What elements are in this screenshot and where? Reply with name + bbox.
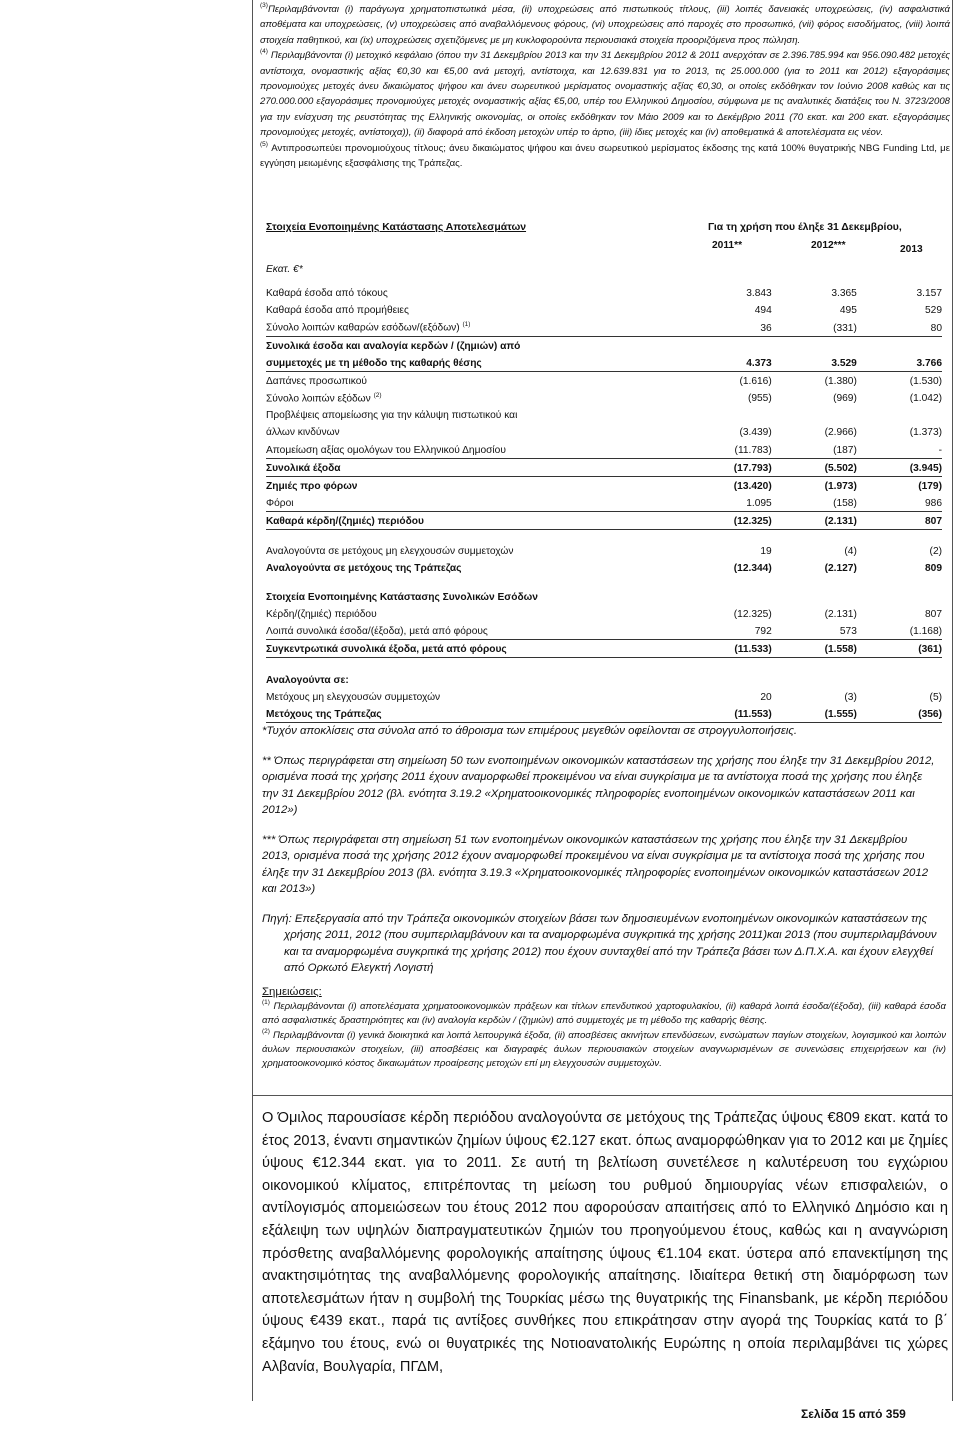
statement-row <box>266 559 942 576</box>
body-paragraph: Ο Όμιλος παρουσίασε κέρδη περιόδου αναλογούντα σε μετόχους της Τράπεζας ύψους €809 εκατ. κατά το έτος 2013, έναντι σημαντικών ζημίων ύψους €2.127 εκατ. όπως αναμορφώθηκαν για το 2012 και με ζημίες ύψους €12.344 εκατ. για το 2011. Σε αυτή τη βελτίωση συνετέλεσε η καλυτέρευση του εγχώριου οικονομικού κλίματος, επιτρέποντας τη μείωση του ρυθμού δημιουργίας νέων επισφαλειών, ο αντίλογισμός απομειώσεων του έτους 2012 που αφορούσαν απαιτήσεις από το Ελληνικό Δημόσιο και η εξάλειψη των υψηλών διαπραγματευτικών ζημιών του προηγούμενου έτους, καθώς και η αναγνώριση πρόσθετης αναβαλλόμενης φορολογικής απαίτησης ύψους €1.104 εκατ. ύστερα από επανεκτίμηση της ανακτησιμότητας της αναβαλλόμενης φορολογικής απαίτησης. Ιδιαίτερα θετική στη διαμόρφωση των αποτελεσμάτων ήταν η συμβολή της Τουρκίας μέσω της θυγατρικής της Finansbank, με κέρδη περιόδου ύψους €439 εκατ., παρά τις αντίξοες συνθήκες που επικράτησαν στην αγορά της Τουρκίας κατά το β΄ εξάμηνο του έτους, ενώ οι θυγατρικές της Νοτιοανατολικής Ευρώπης η οποία περιλαμβάνει τις χώρες Αλβανία, Βουλγαρία, ΠΓΔΜ, <box>262 1110 948 1375</box>
row-value-2012: 573 <box>772 622 857 640</box>
row-value-2011: (13.420) <box>733 480 772 492</box>
row-value-2012: (1.380) <box>824 375 857 387</box>
notes-heading: Σημειώσεις: <box>262 986 322 998</box>
row-value-2012: (1.558) <box>772 640 857 658</box>
row-label: Λοιπά συνολικά έσοδα/(έξοδα), μετά από φόρους <box>266 622 687 640</box>
row-value-2011: 1.095 <box>687 494 772 512</box>
bottom-footnotes <box>262 984 946 1071</box>
statement-row <box>266 640 942 658</box>
statement-row <box>266 670 942 687</box>
statement-row <box>266 494 942 512</box>
row-value-2013: (179) <box>918 480 942 492</box>
row-value-2011: 36 <box>687 318 772 336</box>
row-value-2012: (1.555) <box>772 705 857 723</box>
row-value-2011: 19 <box>760 546 772 557</box>
row-value-2013: (5) <box>929 691 942 703</box>
statement-row <box>266 336 942 354</box>
row-value-2011: (12.325) <box>733 609 772 621</box>
row-value-2012 <box>772 336 857 354</box>
frame-bottom-border <box>252 1095 953 1096</box>
row-value-2013: 809 <box>925 563 942 575</box>
footnote-3-text: Περιλαμβάνονται (i) παράγωγα χρηματοπιστωτικά μέσα, (ii) υποχρεώσεις από πιστωτικούς τίτλους, (iii) λοιπές δανειακές υποχρεώσεις, (iv) ασφαλιστικά αποθέματα και υποχρεώσεις, (v) υποχρεώσεις από αναβαλλόμενους φόρους, (vi) υποχρεώσεις από παροχές στο προσωπικό, (vii) φόρος εισοδήματος, (viii) λοιπά στοιχεία παθητικού, και (ix) υποχρεώσεις σχετιζόμενες με μη κυκλοφορούντα περιουσιακά στοιχεία προοριζόμενα προς πώληση. <box>260 4 950 46</box>
row-value-2013: (1.373) <box>909 427 942 439</box>
note-1-marker: (1) <box>262 999 270 1006</box>
row-value-2011: (1.616) <box>739 375 772 387</box>
row-value-2013: (2) <box>929 546 942 557</box>
row-label: Μετόχους της Τράπεζας <box>266 705 687 723</box>
row-value-2012: 3.365 <box>831 288 857 300</box>
row-label: Σύνολο λοιπών εξόδων $^{(2)}$ <box>266 391 382 405</box>
row-label: Αναλογούντα σε μετόχους μη ελεγχουσών συμμετοχών <box>266 546 514 557</box>
frame-left-border <box>252 0 253 1095</box>
income-statement-header <box>266 218 946 284</box>
row-value-2012: (969) <box>833 393 857 405</box>
row-value-2012: (3) <box>844 691 857 703</box>
statement-row <box>266 658 942 671</box>
row-value-2013 <box>857 658 942 671</box>
row-label <box>266 529 687 542</box>
row-value-2012 <box>772 406 857 423</box>
statement-row <box>266 622 942 640</box>
row-value-2013: 3.157 <box>916 288 942 300</box>
row-label: Απομείωση αξίας ομολόγων του Ελληνικού Δημοσίου <box>266 440 687 458</box>
row-value-2012: (2.127) <box>824 563 857 575</box>
row-value-2012: (158) <box>772 494 857 512</box>
row-value-2011: (12.325) <box>687 511 772 529</box>
statement-period: Για τη χρήση που έληξε 31 Δεκεμβρίου, <box>708 222 902 233</box>
year-2011-header: 2011** <box>712 240 743 251</box>
year-2013-header: 2013 <box>900 244 923 255</box>
statement-row <box>266 389 942 406</box>
row-label: Στοιχεία Ενοποιημένης Κατάστασης Συνολικών Εσόδων <box>266 592 538 604</box>
row-label <box>266 658 687 671</box>
row-value-2013: 807 <box>925 609 942 621</box>
row-value-2013: (3.945) <box>857 458 942 476</box>
statement-row <box>266 476 942 494</box>
row-value-2012: 495 <box>839 305 857 317</box>
row-value-2012: (5.502) <box>772 458 857 476</box>
row-label: Συγκεντρωτικά συνολικά έξοδα, μετά από φόρους <box>266 640 687 658</box>
row-label: Συνολικά έσοδα και αναλογία κερδών / (ζημιών) από <box>266 340 521 352</box>
statement-row <box>266 542 942 559</box>
row-value-2011 <box>687 529 772 542</box>
footnote-4 <box>260 48 950 140</box>
income-statement-table <box>266 284 942 723</box>
statement-row <box>266 440 942 458</box>
footnote-4-marker: (4) <box>260 48 268 56</box>
row-label: Καθαρά έσοδα από τόκους <box>266 288 388 300</box>
note-2-marker: (2) <box>262 1027 270 1035</box>
statement-row <box>266 423 942 440</box>
row-value-2011: (955) <box>747 393 772 405</box>
rounding-note: *Τυχόν αποκλίσεις στα σύνολα από το άθροισμα των επιμέρους μεγεθών οφείλονται σε στρογγυλοποιήσεις. <box>262 725 798 737</box>
footnote-5 <box>260 141 950 172</box>
statement-unit: Εκατ. €* <box>266 264 303 275</box>
statement-row <box>266 301 942 318</box>
row-value-2012: (187) <box>772 440 857 458</box>
row-value-2011: 494 <box>754 305 772 317</box>
row-value-2012 <box>772 670 857 687</box>
statement-row <box>266 371 942 389</box>
row-value-2012: (2.966) <box>824 427 857 439</box>
row-value-2013: 986 <box>857 494 942 512</box>
lower-frame-left-border <box>252 1096 253 1401</box>
row-value-2013: (356) <box>857 705 942 723</box>
row-value-2011: (11.553) <box>687 705 772 723</box>
row-value-2012 <box>772 658 857 671</box>
year-2012-header: 2012*** <box>811 240 846 251</box>
row-value-2011: 792 <box>687 622 772 640</box>
row-value-2013: 807 <box>857 511 942 529</box>
source-note: Πηγή: Επεξεργασία από την Τράπεζα οικονομικών στοιχείων βάσει των δημοσιευμένων ενοποιημένων οικονομικών καταστάσεων της χρήσης 2011, 2012 (που συμπεριλαμβάνουν και τα αναμορφωμένα συγκριτικά της χρήσης 2011)και 2013 (που συμπεριλαμβάνουν και τα αναμορφωμένα συγκριτικά της χρήσης 2012) που έχουν συνταχθεί από την Τράπεζα βάσει των Δ.Π.Χ.Α. και έχουν ελεγχθεί από Ορκωτό Ελεγκτή Λογιστή <box>262 912 937 974</box>
statement-row <box>266 588 942 605</box>
row-value-2012 <box>772 576 857 588</box>
row-label: Καθαρά κέρδη/(ζημιές) περιόδου <box>266 511 687 529</box>
row-value-2013: 3.766 <box>857 354 942 372</box>
statement-row <box>266 318 942 336</box>
page-number: Σελίδα 15 από 359 <box>801 1407 906 1421</box>
top-footnotes <box>260 2 950 171</box>
row-value-2013 <box>857 529 942 542</box>
row-label: Κέρδη/(ζημιές) περιόδου <box>266 609 377 621</box>
row-value-2013: 529 <box>925 305 942 317</box>
statement-row <box>266 458 942 476</box>
row-value-2011 <box>687 406 772 423</box>
row-value-2013: (1.168) <box>857 622 942 640</box>
statement-row <box>266 511 942 529</box>
row-label: Φόροι <box>266 494 687 512</box>
row-value-2012 <box>772 529 857 542</box>
row-label: Δαπάνες προσωπικού <box>266 375 367 387</box>
row-value-2013: (1.530) <box>909 375 942 387</box>
row-value-2013 <box>857 336 942 354</box>
statement-notes <box>262 723 938 990</box>
row-label: Σύνολο λοιπών καθαρών εσόδων/(εξόδων) $^{(1)}$ <box>266 318 687 336</box>
statement-row <box>266 605 942 622</box>
row-label: Αναλογούντα σε: <box>266 674 349 686</box>
frame-right-border <box>952 0 953 1095</box>
row-value-2012: (1.973) <box>824 480 857 492</box>
footnote-3-marker: (3) <box>260 2 268 9</box>
row-value-2011: (3.439) <box>739 427 772 439</box>
row-value-2012: (331) <box>772 318 857 336</box>
statement-row <box>266 529 942 542</box>
row-value-2013 <box>857 406 942 423</box>
row-value-2011 <box>687 658 772 671</box>
note-2 <box>262 1029 946 1072</box>
lower-frame-right-border <box>952 1096 953 1401</box>
row-value-2011: (11.783) <box>687 440 772 458</box>
statement-row <box>266 354 942 372</box>
footnote-5-marker: (5) <box>260 140 268 148</box>
restatement-2011-note: ** Όπως περιγράφεται στη σημείωση 50 των ενοποιημένων οικονομικών καταστάσεων της χρήσης που έληξε την 31 Δεκεμβρίου 2012, ορισμένα ποσά της χρήσης 2011 έχουν αναμορφωθεί προκειμένου να είναι συγκρίσιμα με τα αντίστοιχα ποσά της χρήσης που έληξε την 31 Δεκεμβρίου 2012 (βλ. ενότητα 3.19.2 «Χρηματοοικονομικές πληροφορίες ενοποιημένων οικονομικών καταστάσεων 2011 και 2012») <box>262 754 935 816</box>
footnote-5-text: Αντιπροσωπεύει προνομιούχους τίτλους; άνευ δικαιώματος ψήφου και άνευ σωρευτικού μερίσματος έκδοσης της κατά 100% θυγατρικής NBG Funding Ltd, με εγγύηση μειωμένης εξασφάλισης της Τράπεζας. <box>260 142 950 170</box>
statement-title: Στοιχεία Ενοποιημένης Κατάστασης Αποτελεσμάτων <box>266 222 527 233</box>
row-value-2013 <box>857 576 942 588</box>
row-label <box>266 576 687 588</box>
row-value-2013 <box>857 670 942 687</box>
statement-row <box>266 705 942 723</box>
row-value-2012: (2.131) <box>772 511 857 529</box>
income-statement <box>266 218 946 723</box>
row-value-2012 <box>772 588 857 605</box>
row-label: Μετόχους μη ελεγχουσών συμμετοχών <box>266 691 441 703</box>
row-label: Προβλέψεις απομείωσης για την κάλυψη πιστωτικού και <box>266 410 518 422</box>
row-value-2013: - <box>857 440 942 458</box>
restatement-2012-note: *** Όπως περιγράφεται στη σημείωση 51 των ενοποιημένων οικονομικών καταστάσεων της χρήσης που έληξε την 31 Δεκεμβρίου 2013, ορισμένα ποσά της χρήσης 2012 έχουν αναμορφωθεί προκειμένου να είναι συγκρίσιμα με τα αντίστοιχα ποσά της χρήσης που έληξε την 31 Δεκεμβρίου 2013 (βλ. ενότητα 3.19.3 «Χρηματοοικονομικές πληροφορίες ενοποιημένων οικονομικών καταστάσεων 2012 και 2013») <box>262 833 929 895</box>
statement-row <box>266 284 942 301</box>
statement-row <box>266 406 942 423</box>
row-value-2013: (361) <box>857 640 942 658</box>
row-value-2012: 3.529 <box>772 354 857 372</box>
row-value-2011: (17.793) <box>687 458 772 476</box>
row-label: άλλων κινδύνων <box>266 427 340 439</box>
row-value-2011: (12.344) <box>733 563 772 575</box>
footnote-3 <box>260 2 950 48</box>
row-value-2011 <box>687 670 772 687</box>
row-value-2011: 3.843 <box>746 288 772 300</box>
row-label: Καθαρά έσοδα από προμήθειες <box>266 305 409 317</box>
statement-row <box>266 688 942 705</box>
row-value-2011: 20 <box>760 691 772 703</box>
note-2-text: Περιλαμβάνονται (i) γενικά διοικητικά και λοιπά λειτουργικά έξοδα, (ii) αποσβέσεις ακινήτων επενδύσεων, ενσώματων παγίων στοιχείων, λογισμικού και λοιπών άυλων περιουσιακών στοιχείων, (iii) αποσβέσεις και διαγραφές άυλων περιουσιακών στοιχείων αναγνωρισμένων σε συνενώσεις επιχειρήσεων και (iv) χρηματοοικονομικό κόστος δικαιωμάτων προαίρεσης μετοχών επί μη ελεγχουσών συμμετοχών. <box>262 1029 946 1070</box>
row-value-2012: (4) <box>844 546 857 557</box>
row-label: Αναλογούντα σε μετόχους της Τράπεζας <box>266 563 462 575</box>
note-1-text: Περιλαμβάνονται (i) αποτελέσματα χρηματοοικονομικών πράξεων και τίτλων επενδυτικού χαρτοφυλακίου, (ii) καθαρά λοιπά έσοδα/(έξοδα), (iii) καθαρά έσοδα από ασφαλιστικές δραστηριότητες και (iv) αναλογία κερδών / (ζημιών) από συμμετοχές με τη μέθοδο της καθαρής θέσης. <box>262 1001 946 1027</box>
row-value-2011 <box>687 576 772 588</box>
footnote-4-text: Περιλαμβάνονται (i) μετοχικό κεφάλαιο (όπου την 31 Δεκεμβρίου 2013 και την 31 Δεκεμβρίου 2012 & 2011 ανερχόταν σε 2.396.785.994 και 956.090.482 μετοχές αντίστοιχα, ονομαστικής αξίας €0,30 και €5,00 ανά μετοχή, αντίστοιχα, και 12.639.831 για το 2013, τις 25.000.000 (για το 2011 και 2012) εξαγοράσιμες προνομιούχες μετοχές άνευ δικαιώματος ψήφου και άνευ σωρευτικού μερίσματος ονομαστικής αξίας €0,30, οι οποίες εκδόθηκαν τον Ιούνιο 2008 καθώς και τις 270.000.000 εξαγοράσιμες προνομιούχες μετοχές ονομαστικής αξίας €5,00, υπέρ του Ελληνικού Δημοσίου, σύμφωνα με τις αναλυτικές διατάξεις του Ν. 3723/2008 για την ενίσχυση της ρευστότητας της Ελληνικής οικονομίας, οι οποίες εκδόθηκαν τον Μάιο 2009 και το Δεκέμβριο 2011 (70 εκατ. και 200 εκατ. εξαγοράσιμες προνομιούχες μετοχές, αντίστοιχα)), (ii) διαφορά από έκδοση μετοχών υπέρ το άρτιο, (iii) ίδιες μετοχές και (iv) αποθεματικά & αποτελέσματα εις νέον. <box>260 50 950 139</box>
row-value-2013: (1.042) <box>909 393 942 405</box>
row-label: Ζημιές προ φόρων <box>266 480 358 492</box>
row-label: συμμετοχές με τη μέθοδο της καθαρής θέσης <box>266 354 687 372</box>
statement-row <box>266 576 942 588</box>
row-value-2011: (11.533) <box>687 640 772 658</box>
row-value-2011: 4.373 <box>687 354 772 372</box>
row-value-2011 <box>687 336 772 354</box>
row-label: Συνολικά έξοδα <box>266 458 687 476</box>
row-value-2012: (2.131) <box>824 609 857 621</box>
note-1 <box>262 1000 946 1029</box>
row-value-2013 <box>857 588 942 605</box>
row-value-2011 <box>687 588 772 605</box>
row-value-2013: 80 <box>857 318 942 336</box>
